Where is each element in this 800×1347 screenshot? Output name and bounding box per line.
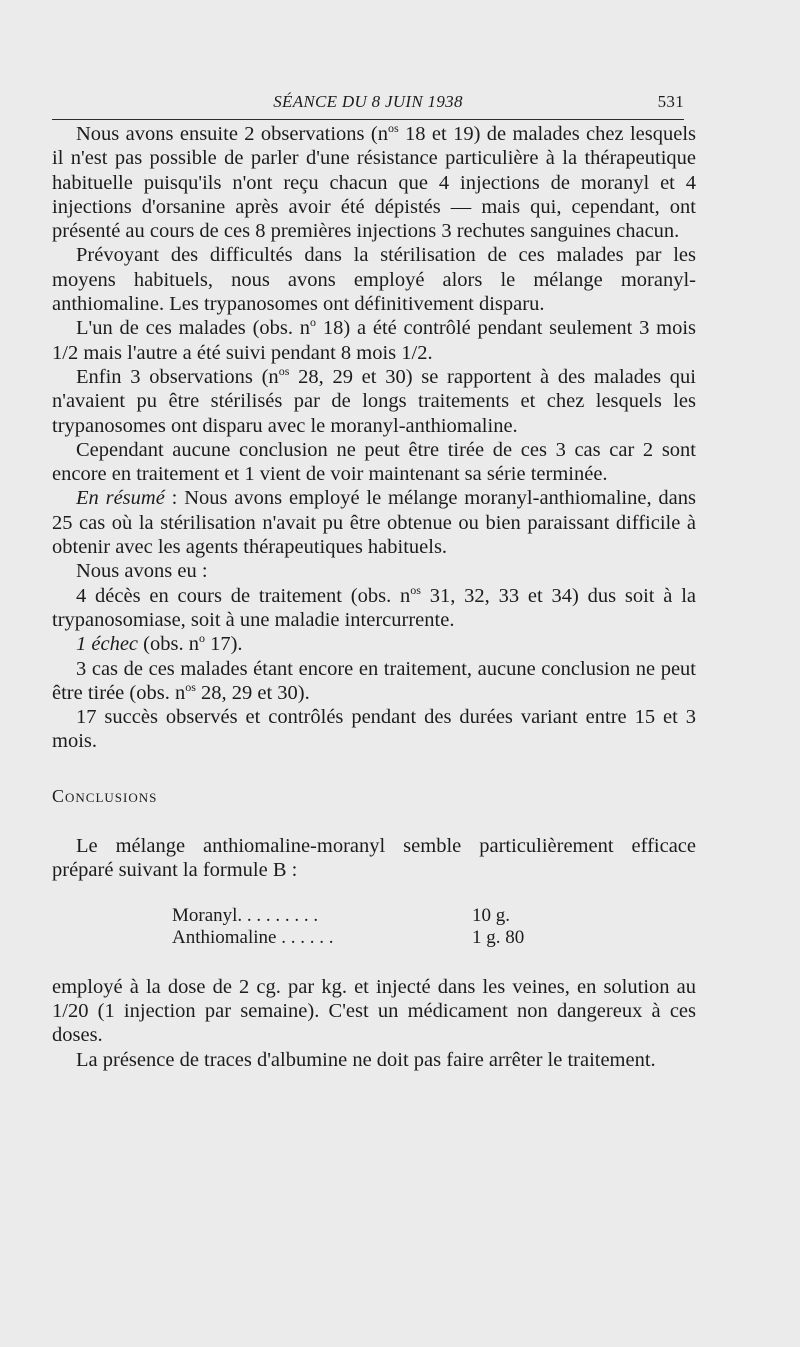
paragraph: L'un de ces malades (obs. $n^o$ 18) a été contrôlé pendant seulement 3 mois 1/2 mais l'autre a été suivi pendant 8 mois 1/2. (52, 315, 696, 364)
albumin-paragraph: La présence de traces d'albumine ne doit pas faire arrêter le traitement. (76, 1048, 656, 1071)
formula-ingredient: Moranyl. . . . . . . . . (172, 904, 319, 926)
dosage-paragraph: employé à la dose de 2 cg. par kg. et injecté dans les veines, en solution au 1/20 (1 injection par semaine). C'est un médicament non dangereux à ces doses. (52, 975, 696, 1047)
body-text (52, 122, 696, 1072)
conclusion-intro: Le mélange anthiomaline-moranyl semble particulièrement efficace préparé suivant la formule B : (52, 835, 696, 882)
formula-ingredient: Anthiomaline . . . . . . (172, 926, 334, 948)
running-title: SÉANCE DU 8 JUIN 1938 (273, 92, 463, 111)
section-title: Conclusions (52, 785, 158, 806)
formula-quantity: 1 g. 80 (472, 926, 525, 948)
resume-label: En résumé (76, 487, 165, 510)
results-intro: Nous avons eu : (76, 560, 208, 583)
formula-row (172, 927, 592, 949)
formula-row (172, 905, 592, 927)
result-deaths: 4 décès en cours de traitement (obs. $n^{os}$ 31, 32, 33 et 34) dus soit à la trypanosomiase, soit à une maladie intercurrente. (52, 582, 696, 631)
paragraph: Cependant aucune conclusion ne peut être tirée de ces 3 cas car 2 sont encore en traitement et 1 vient de voir maintenant sa série terminée. (52, 438, 696, 486)
formula-table (172, 905, 592, 949)
result-success: 17 succès observés et contrôlés pendant des durées variant entre 15 et 3 mois. (52, 706, 696, 753)
paragraph: Enfin 3 observations ($n^{os}$ 28, 29 et 30) se rapportent à des malades qui n'avaient pu être stérilisés par de longs traitements et chez lesquels les trypanosomes ont disparu avec le moranyl-anthiomaline. (52, 364, 696, 437)
result-ongoing: 3 cas de ces malades étant encore en traitement, aucune conclusion ne peut être tirée (obs. $n^{os}$ 28, 29 et 30). (52, 657, 696, 704)
formula-quantity: 10 g. (472, 904, 510, 926)
header-rule (52, 119, 684, 120)
page-header (52, 92, 684, 116)
resume-paragraph: En résumé : Nous avons employé le mélange moranyl-anthiomaline, dans 25 cas où la stérilisation n'avait pu être obtenue ou bien paraissant difficile à obtenir avec les agents thérapeutiques habituels. (52, 487, 697, 559)
result-failure: 1 échec (obs. $n^o$ 17). (76, 631, 243, 656)
paragraph: Prévoyant des difficultés dans la stérilisation de ces malades par les moyens habituels, nous avons employé alors le mélange moranyl-anthiomaline. Les trypanosomes ont définitivement disparu. (52, 244, 696, 316)
page-number: 531 (657, 92, 684, 111)
paragraph: Nous avons ensuite 2 observations ($n^{os}$ 18 et 19) de malades chez lesquels il n'est pas possible de parler d'une résistance particulière à la thérapeutique habituelle puisqu'ils n'ont reçu chacun que 4 injections de moranyl et 4 injections d'orsanine après avoir été dépistés — mais qui, cependant, ont présenté au cours de ces 8 premières injections 3 rechutes sanguines chacun. (52, 121, 697, 243)
